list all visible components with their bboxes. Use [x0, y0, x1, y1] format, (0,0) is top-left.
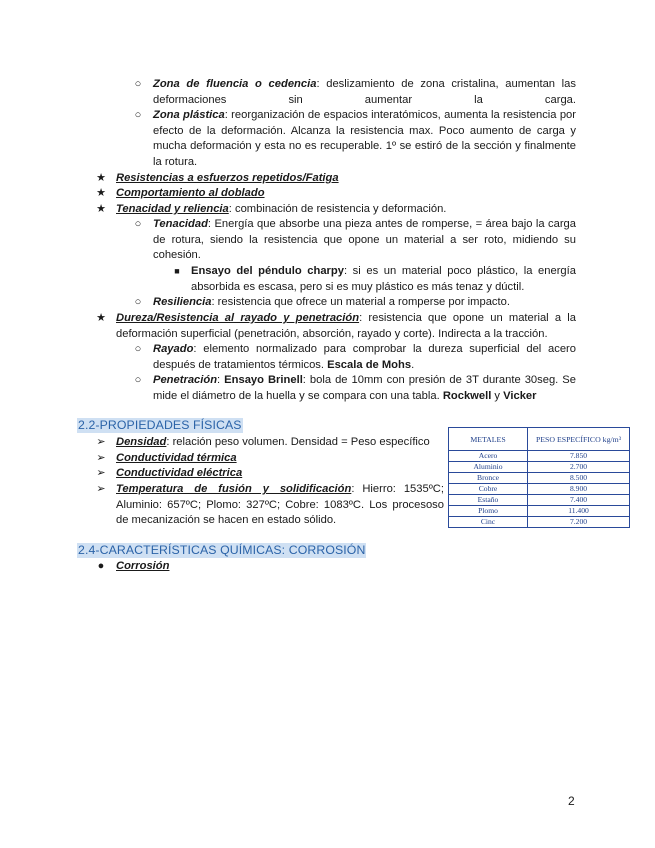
list-item-rayado: Rayado: elemento normalizado para comprobar la dureza superficial del acero después de tratamientos térmicos. Escala de Mohs.	[153, 343, 576, 371]
table-row: Bronce 8.500	[449, 473, 630, 484]
table-row: Estaño 7.400	[449, 495, 630, 506]
circle-bullet-icon: ○	[134, 343, 142, 355]
star-bullet-icon: ★	[96, 187, 106, 199]
density-table-header	[449, 428, 630, 451]
list-item-charpy: Ensayo del péndulo charpy: si es un material poco plástico, la energía absorbida es escasa, pero si es muy plástico es más tenaz y dúctil.	[191, 265, 576, 293]
list-item-tenacidad-sub: Tenacidad: Energía que absorbe una pieza antes de romperse, = área bajo la carga de rotura, siendo la resistencia que opone un material a ser roto, midiendo su cohesión.	[153, 218, 576, 261]
list-item-conductividad-termica: Conductividad térmica	[116, 452, 237, 464]
star-bullet-icon: ★	[96, 203, 106, 215]
column-header-metales: METALES	[449, 428, 528, 451]
list-item-penetracion: Penetración: Ensayo Brinell: bola de 10mm con presión de 3T durante 30seg. Se mide el diámetro de la huella y se compara con una tabla. Rockwell y Vicker	[153, 374, 576, 402]
circle-bullet-icon: ○	[134, 374, 142, 386]
section-heading-quimicas: 2.4-CARACTERÍSTICAS QUÍMICAS: CORROSIÓN	[78, 543, 366, 557]
list-item-conductividad-electrica: Conductividad eléctrica	[116, 467, 243, 479]
page-number: 2	[568, 794, 575, 808]
list-item-doblado: Comportamiento al doblado	[116, 187, 265, 199]
density-table	[448, 427, 630, 528]
square-bullet-icon: ■	[174, 266, 180, 276]
list-item-dureza: Dureza/Resistencia al rayado y penetración: resistencia que opone un material a la deformación superficial (penetración, absorción, rayado y corte). Indirecta a la tracción.	[116, 312, 576, 340]
table-row: Plomo 11.400	[449, 506, 630, 517]
column-header-peso-especifico: PESO ESPECÍFICO kg/m³	[528, 428, 630, 451]
dot-bullet-icon: ●	[97, 560, 105, 572]
arrow-bullet-icon: ➢	[96, 483, 106, 495]
list-item-tenacidad: Tenacidad y reliencia: combinación de resistencia y deformación.	[116, 203, 447, 215]
circle-bullet-icon: ○	[134, 78, 142, 90]
table-row: Aluminio 2.700	[449, 462, 630, 473]
arrow-bullet-icon: ➢	[96, 452, 106, 464]
list-item-densidad: Densidad: relación peso volumen. Densidad = Peso específico	[116, 436, 430, 448]
list-item-resistencias: Resistencias a esfuerzos repetidos/Fatiga	[116, 172, 339, 184]
section-heading-fisicas: 2.2-PROPIEDADES FÍSICAS	[78, 418, 242, 432]
list-item-resiliencia: Resiliencia: resistencia que ofrece un material a romperse por impacto.	[153, 296, 510, 308]
arrow-bullet-icon: ➢	[96, 467, 106, 479]
arrow-bullet-icon: ➢	[96, 436, 106, 448]
list-item-corrosion: Corrosión	[116, 560, 170, 572]
table-row: Cinc 7.200	[449, 517, 630, 528]
circle-bullet-icon: ○	[134, 218, 142, 230]
circle-bullet-icon: ○	[134, 109, 142, 121]
star-bullet-icon: ★	[96, 312, 106, 324]
circle-bullet-icon: ○	[134, 296, 142, 308]
list-item-fluencia: Zona de fluencia o cedencia: deslizamiento de zona cristalina, aumentan las deformaciones sin aumentar la carga.	[153, 78, 576, 106]
list-item-plastica: Zona plástica: reorganización de espacios interatómicos, aumenta la resistencia por efecto de la deformación. Alcanza la resistencia max. Poco aumento de carga y mucha deformación y esta no es recuperable. 1º se estiró de la sección y finalmente la rotura.	[153, 109, 577, 168]
table-row: Acero 7.850	[449, 451, 630, 462]
list-item-fusion: Temperatura de fusión y solidificación: Hierro: 1535ºC; Aluminio: 657ºC; Plomo: 327ºC; Cobre: 1083ºC. Los procesoso de mecanización se hacen en estado sólido.	[116, 483, 444, 526]
star-bullet-icon: ★	[96, 172, 106, 184]
table-row: Cobre 8.900	[449, 484, 630, 495]
